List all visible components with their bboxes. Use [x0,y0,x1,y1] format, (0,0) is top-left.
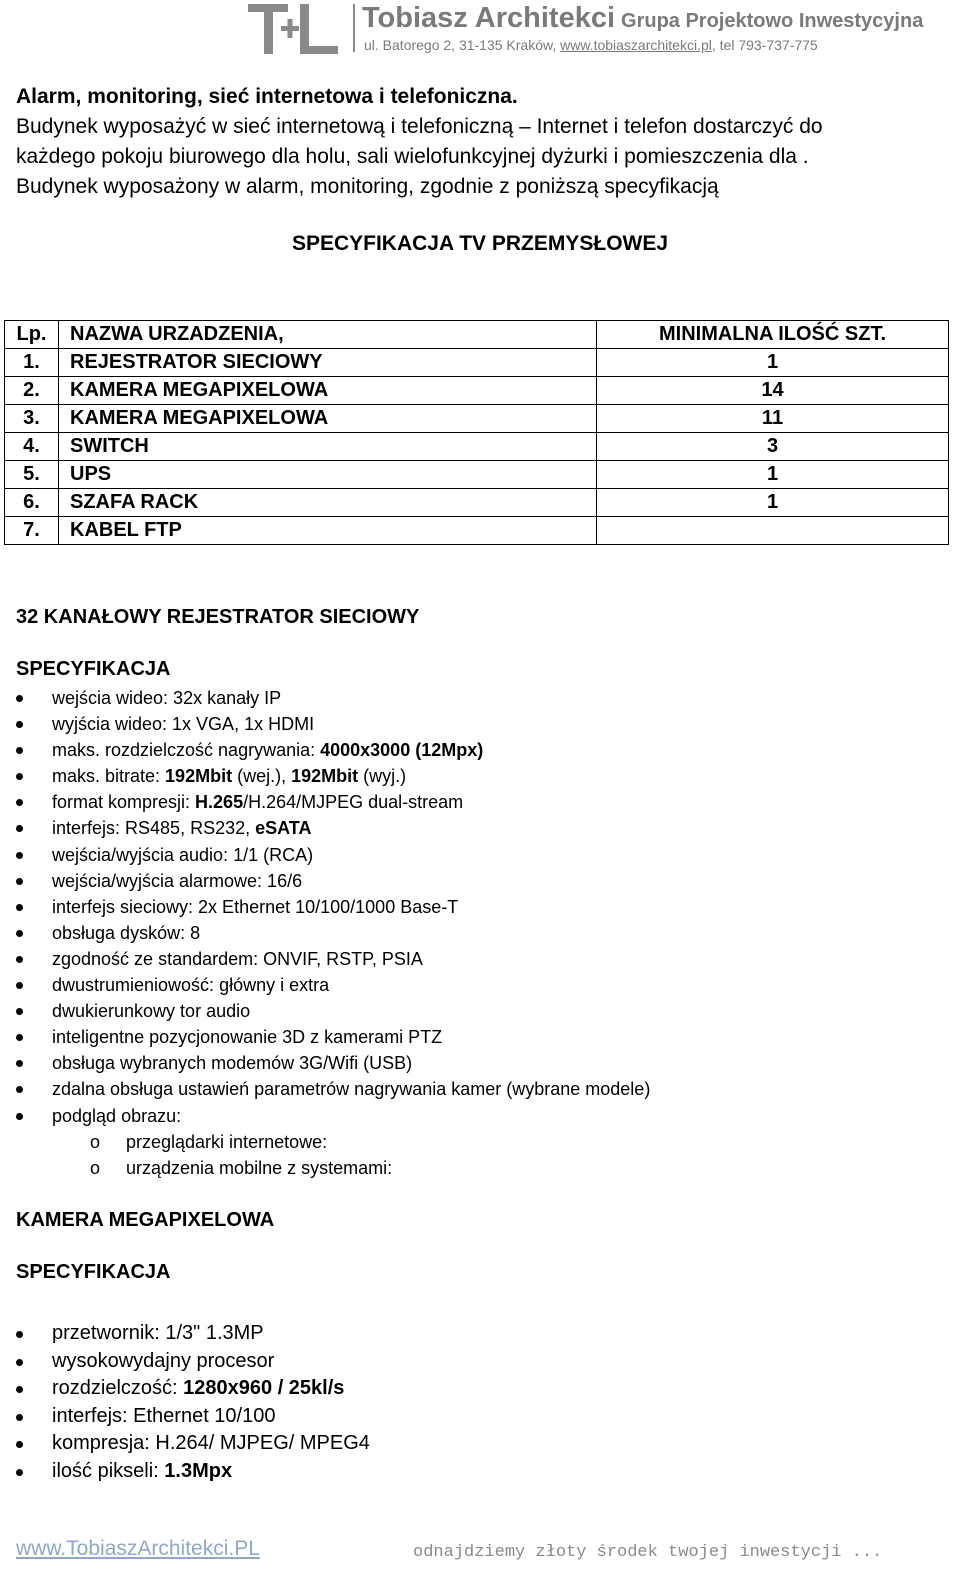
intro-line: Budynek wyposażyć w sieć internetową i telefoniczną – Internet i telefon dostarczyć do [16,115,823,138]
list-item: zgodność ze standardem: ONVIF, RSTP, PSIA [16,946,650,972]
address-phone: , tel 793-737-775 [711,37,818,53]
row-qty: 3 [597,433,949,461]
intro-line: każdego pokoju biurowego dla holu, sali wielofunkcyjnej dyżurki i pomieszczenia dla . [16,145,809,168]
list-item: przetwornik: 1/3" 1.3MP [16,1320,370,1348]
list-item: obsługa dysków: 8 [16,920,650,946]
equipment-table [4,320,949,545]
list-item: interfejs: RS485, RS232, eSATA [16,815,650,841]
row-lp: 6. [5,489,59,517]
row-lp: 5. [5,461,59,489]
list-item: wejścia/wyjścia alarmowe: 16/6 [16,868,650,894]
row-qty: 11 [597,405,949,433]
recorder-title: 32 KANAŁOWY REJESTRATOR SIECIOWY [16,606,420,628]
row-lp: 3. [5,405,59,433]
list-item: maks. bitrate: 192Mbit (wej.), 192Mbit (wyj.) [16,763,650,789]
spec-title: SPECYFIKACJA TV PRZEMYSŁOWEJ [291,232,669,255]
intro-line: Budynek wyposażony w alarm, monitoring, zgodnie z poniższą specyfikacją [16,175,719,198]
company-group: Grupa Projektowo Inwestycyjna [621,10,924,32]
table-row [5,405,949,433]
row-qty: 14 [597,377,949,405]
footer-slogan: odnajdziemy złoty środek twojej inwestycji ... [413,1543,883,1562]
recorder-spec-label: SPECYFIKACJA [16,658,171,680]
row-qty: 1 [597,461,949,489]
row-device: KAMERA MEGAPIXELOWA [59,377,597,405]
company-logo [248,2,340,56]
camera-spec-label: SPECYFIKACJA [16,1261,171,1283]
row-lp: 4. [5,433,59,461]
sub-list-item: o urządzenia mobilne z systemami: [16,1155,650,1181]
list-item: kompresja: H.264/ MJPEG/ MPEG4 [16,1430,370,1458]
row-device: SZAFA RACK [59,489,597,517]
list-item: podgląd obrazu: [16,1103,650,1129]
list-item: interfejs: Ethernet 10/100 [16,1403,370,1431]
camera-title: KAMERA MEGAPIXELOWA [16,1209,275,1231]
list-item: rozdzielczość: 1280x960 / 25kl/s [16,1375,370,1403]
list-item: maks. rozdzielczość nagrywania: 4000x3000 (12Mpx) [16,737,650,763]
recorder-spec-list [16,685,650,1181]
table-row [5,517,949,545]
address-text: ul. Batorego 2, 31-135 Kraków, [364,37,561,53]
intro-heading: Alarm, monitoring, sieć internetowa i telefoniczna. [16,85,518,108]
row-qty [597,517,949,545]
list-item: wysokowydajny procesor [16,1348,370,1376]
table-row [5,377,949,405]
list-item: wejścia/wyjścia audio: 1/1 (RCA) [16,842,650,868]
list-item: zdalna obsługa ustawień parametrów nagrywania kamer (wybrane modele) [16,1076,650,1102]
address-url-link[interactable]: www.tobiaszarchitekci.pl [560,37,712,53]
list-item: dwustrumieniowość: główny i extra [16,972,650,998]
row-device: UPS [59,461,597,489]
row-qty: 1 [597,349,949,377]
table-row [5,461,949,489]
header-title [362,2,923,35]
header-lp: Lp. [5,321,59,349]
row-device: KABEL FTP [59,517,597,545]
row-device: KAMERA MEGAPIXELOWA [59,405,597,433]
header-min-qty: MINIMALNA ILOŚĆ SZT. [597,321,949,349]
intro-section [16,82,946,202]
sub-list-item: o przeglądarki internetowe: [16,1129,650,1155]
table-header-row [5,321,949,349]
camera-spec-list [16,1320,370,1486]
row-device: REJESTRATOR SIECIOWY [59,349,597,377]
list-item: interfejs sieciowy: 2x Ethernet 10/100/1000 Base-T [16,894,650,920]
row-lp: 1. [5,349,59,377]
table-row [5,489,949,517]
row-lp: 2. [5,377,59,405]
list-item: inteligentne pozycjonowanie 3D z kamerami PTZ [16,1024,650,1050]
header-device-name: NAZWA URZADZENIA, [59,321,597,349]
table-row [5,433,949,461]
list-item: wejścia wideo: 32x kanały IP [16,685,650,711]
footer-website-link[interactable]: www.TobiaszArchitekci.PL [16,1537,260,1560]
list-item: wyjścia wideo: 1x VGA, 1x HDMI [16,711,650,737]
row-device: SWITCH [59,433,597,461]
header-address [364,37,818,53]
company-name: Tobiasz Architekci [362,2,616,34]
table-row [5,349,949,377]
row-qty: 1 [597,489,949,517]
row-lp: 7. [5,517,59,545]
list-item: format kompresji: H.265/H.264/MJPEG dual-stream [16,789,650,815]
list-item: ilość pikseli: 1.3Mpx [16,1458,370,1486]
list-item: dwukierunkowy tor audio [16,998,650,1024]
list-item: obsługa wybranych modemów 3G/Wifi (USB) [16,1050,650,1076]
header-separator [353,4,355,52]
